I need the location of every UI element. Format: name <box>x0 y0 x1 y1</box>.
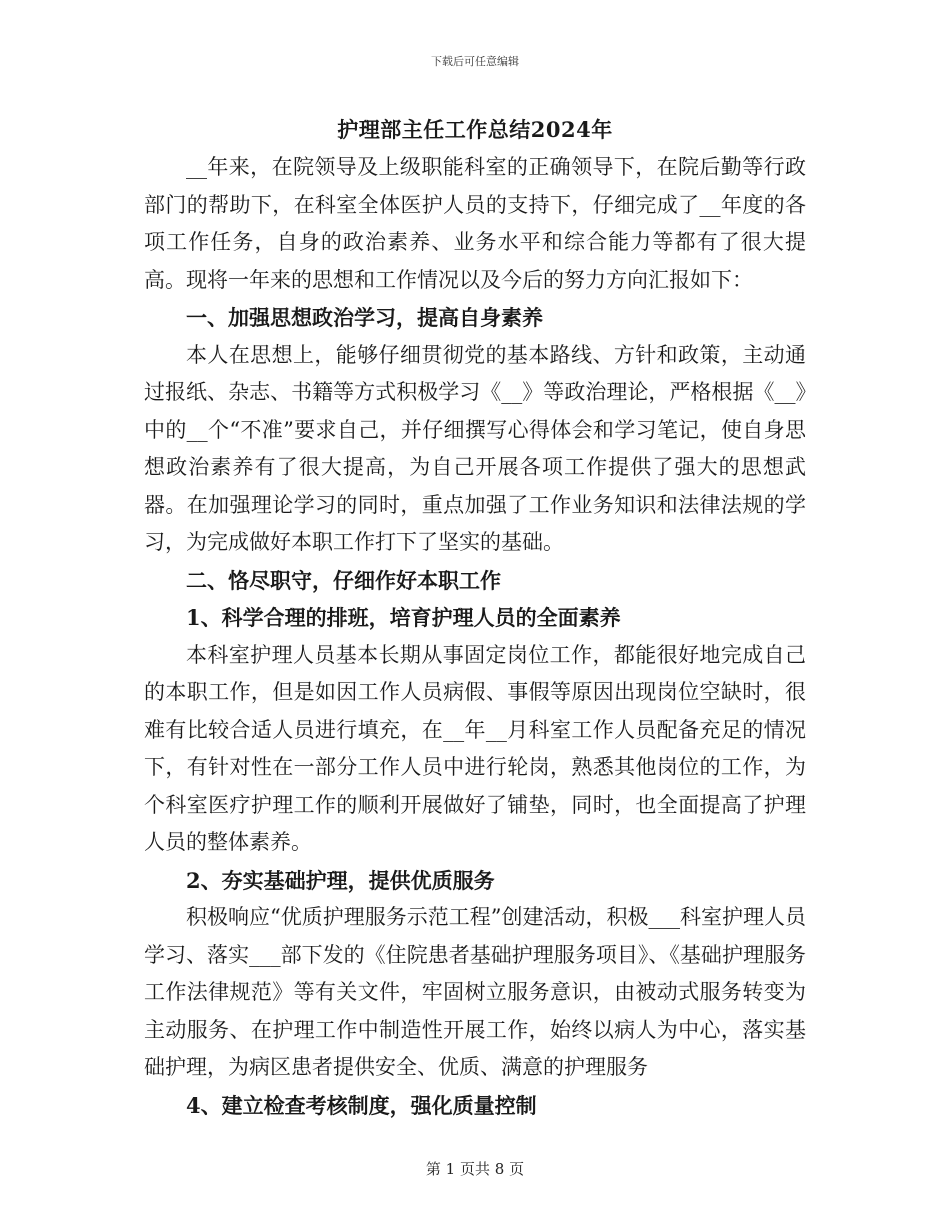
body-paragraph: 积极响应“优质护理服务示范工程”创建活动，积极___科室护理人员学习、落实___部下发的《住院患者基础护理服务项目》、《基础护理服务工作法律规范》等有关文件，牢固树立服务意识，由被动式服务转变为主动服务、在护理工作中制造性开展工作，始终以病人为中心，落实基础护理，为病区患者提供安全、优质、满意的护理服务 <box>144 905 806 1079</box>
document-title: 护理部主任工作总结2024年 <box>337 117 613 142</box>
subsection-heading: 1、科学合理的排班，培育护理人员的全面素养 <box>186 605 621 630</box>
page-header-note: 下载后可任意编辑 <box>431 55 519 68</box>
section-heading: 二、恪尽职守，仔细作好本职工作 <box>186 567 501 593</box>
section-heading: 一、加强思想政治学习，提高自身素养 <box>186 305 543 330</box>
body-paragraph: 本人在思想上，能够仔细贯彻党的基本路线、方针和政策，主动通过报纸、杂志、书籍等方式积极学习《__》等政治理论，严格根据《__》中的__个“不准”要求自己，并仔细撰写心得体会和学习笔记，使自身思想政治素养有了很大提高，为自己开展各项工作提供了强大的思想武器。在加强理论学习的同时，重点加强了工作业务知识和法律法规的学习，为完成做好本职工作打下了坚实的基础。 <box>144 342 806 554</box>
body-paragraph: 本科室护理人员基本长期从事固定岗位工作，都能很好地完成自己的本职工作，但是如因工作人员病假、事假等原因出现岗位空缺时，很难有比较合适人员进行填充，在__年__月科室工作人员配备充足的情况下，有针对性在一部分工作人员中进行轮岗，熟悉其他岗位的工作，为个科室医疗护理工作的顺利开展做好了铺垫，同时，也全面提高了护理人员的整体素养。 <box>144 642 806 854</box>
body-paragraph: __年来，在院领导及上级职能科室的正确领导下，在院后勤等行政部门的帮助下，在科室全体医护人员的支持下，仔细完成了__年度的各项工作任务，自身的政治素养、业务水平和综合能力等都有了很大提高。现将一年来的思想和工作情况以及今后的努力方向汇报如下： <box>144 155 806 292</box>
document-body <box>144 149 806 1124</box>
subsection-heading: 2、夯实基础护理，提供优质服务 <box>186 867 495 893</box>
page-number: 第 1 页共 8 页 <box>425 1160 525 1178</box>
subsection-heading: 4、建立检查考核制度，强化质量控制 <box>186 1092 537 1118</box>
